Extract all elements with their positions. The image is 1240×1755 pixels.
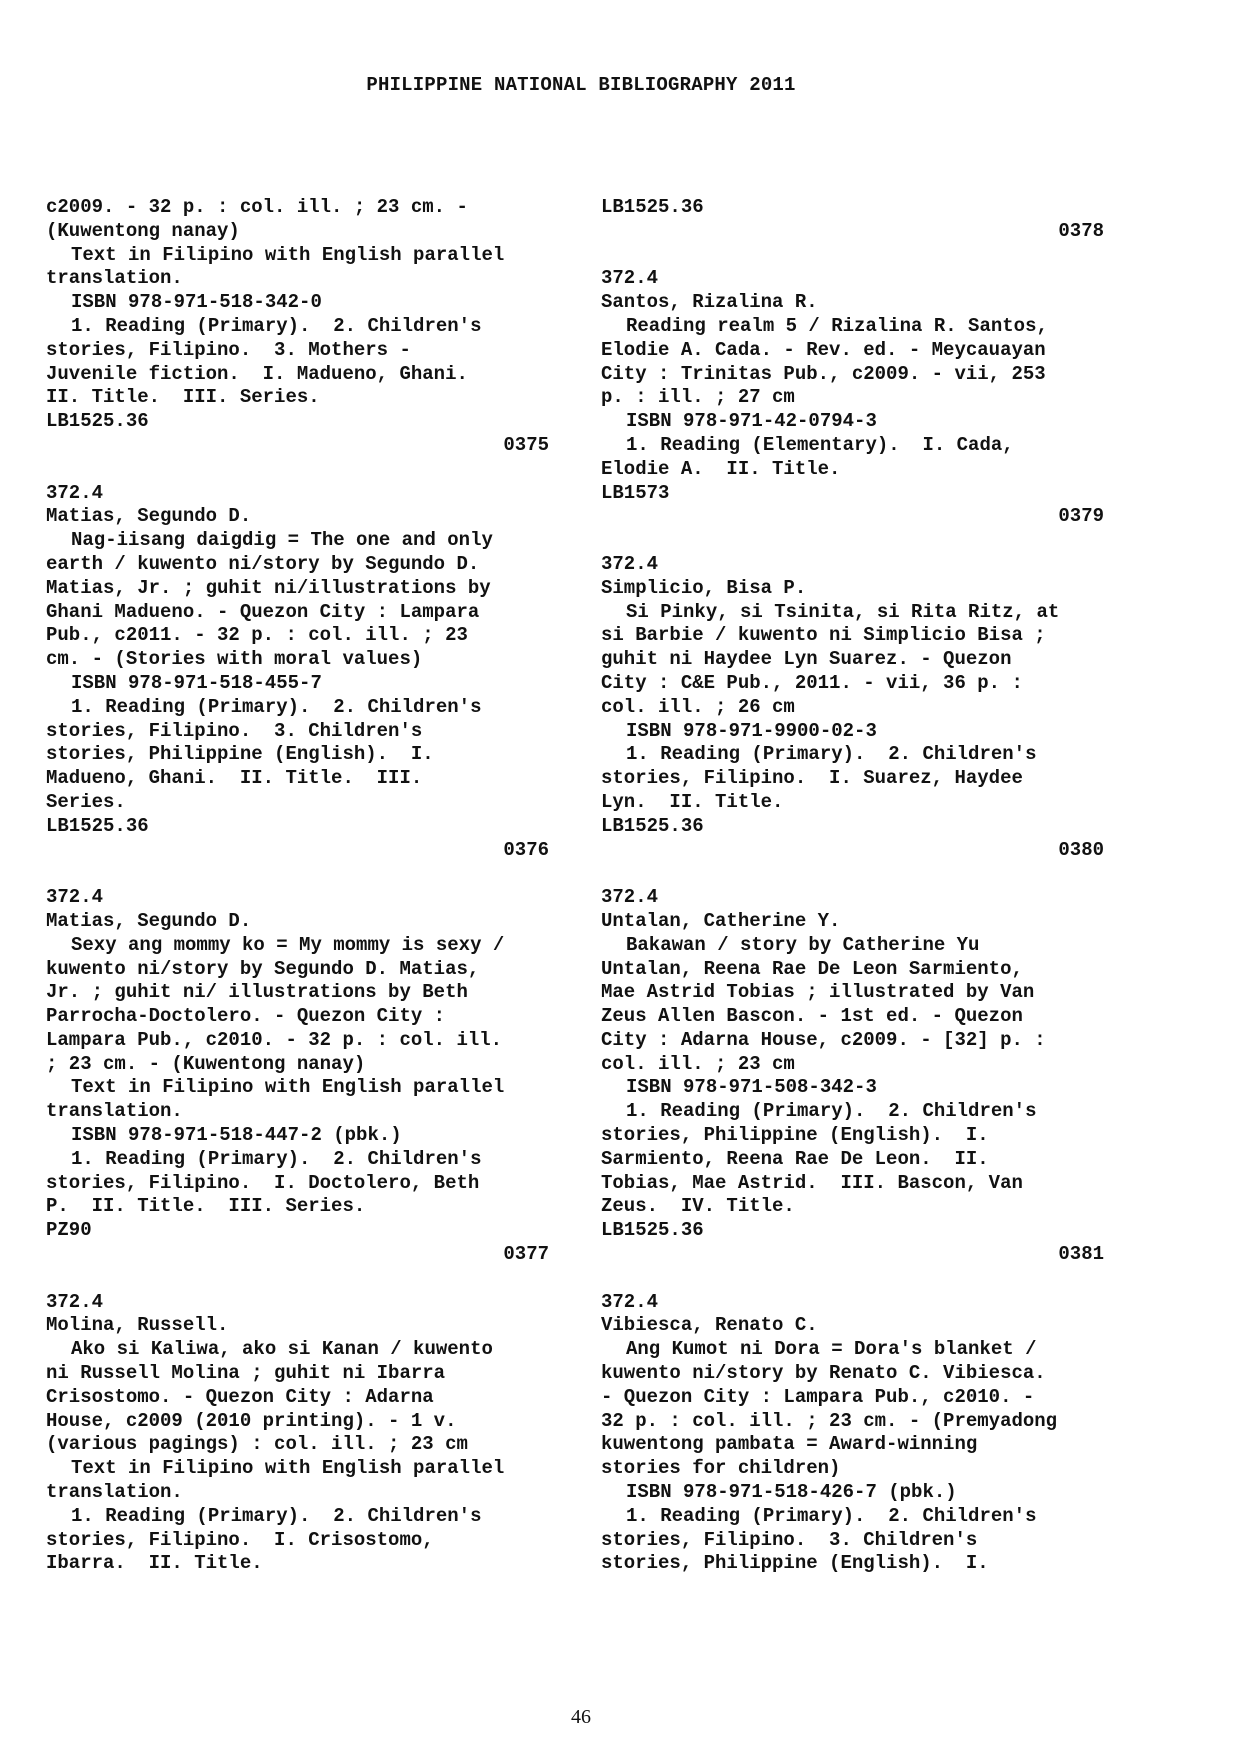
- entry-line: Ang Kumot ni Dora = Dora's blanket /: [626, 1338, 1037, 1361]
- entry-separator: [601, 529, 1104, 553]
- entry-line: Sexy ang mommy ko = My mommy is sexy /: [71, 933, 505, 956]
- entry-line: Santos, Rizalina R.: [601, 291, 818, 314]
- entry-line: LB1525.36: [601, 196, 704, 218]
- entry-line: Ibarra. II. Title.: [46, 1552, 263, 1575]
- entry-line: LB1525.36: [601, 814, 704, 837]
- entry-line: 1. Reading (Primary). 2. Children's: [626, 1100, 1037, 1123]
- entry-line: stories, Filipino. I. Suarez, Haydee: [601, 767, 1023, 790]
- entry-line: 1. Reading (Primary). 2. Children's: [71, 695, 482, 718]
- entry-line: stories, Philippine (English). I.: [601, 1552, 989, 1575]
- entry-line: ; 23 cm. - (Kuwentong nanay): [46, 1052, 366, 1075]
- entry-line: stories, Philippine (English). I.: [601, 1124, 989, 1147]
- entry-line: LB1525.36: [46, 410, 149, 433]
- entry-line: Pub., c2011. - 32 p. : col. ill. ; 23: [46, 624, 468, 647]
- entry-line: II. Title. III. Series.: [46, 386, 320, 409]
- entry-line: col. ill. ; 26 cm: [601, 695, 795, 718]
- entry-line: Sarmiento, Reena Rae De Leon. II.: [601, 1147, 989, 1170]
- entry-line: ISBN 978-971-42-0794-3: [626, 410, 877, 433]
- entry-line: Untalan, Reena Rae De Leon Sarmiento,: [601, 957, 1023, 980]
- entry-line: kuwento ni/story by Renato C. Vibiesca.: [601, 1362, 1046, 1385]
- entry-line: Simplicio, Bisa P.: [601, 576, 807, 599]
- entry-line: Molina, Russell.: [46, 1314, 229, 1337]
- entry-line: Zeus. IV. Title.: [601, 1195, 795, 1218]
- entry-line: Jr. ; guhit ni/ illustrations by Beth: [46, 981, 468, 1004]
- entry-line: Matias, Segundo D.: [46, 505, 252, 528]
- entry-line: Elodie A. Cada. - Rev. ed. - Meycauayan: [601, 338, 1046, 361]
- entry-number: 0375: [503, 433, 549, 456]
- entry-line: Text in Filipino with English parallel: [71, 1457, 505, 1480]
- bibliography-column-left: [46, 196, 549, 1576]
- page-title: PHILIPPINE NATIONAL BIBLIOGRAPHY 2011: [366, 74, 796, 96]
- entry-line: Elodie A. II. Title.: [601, 457, 841, 480]
- entry-line: Lampara Pub., c2010. - 32 p. : col. ill.: [46, 1028, 503, 1051]
- entry-line: (Kuwentong nanay): [46, 219, 240, 242]
- entry-line: stories, Filipino. 3. Mothers -: [46, 338, 411, 361]
- entry-line: Crisostomo. - Quezon City : Adarna: [46, 1385, 434, 1408]
- entry-line: 372.4: [46, 1290, 104, 1313]
- entry-line: translation.: [46, 1481, 183, 1504]
- entry-line: 32 p. : col. ill. ; 23 cm. - (Premyadong: [601, 1409, 1058, 1432]
- entry-line: translation.: [46, 1100, 183, 1123]
- entry-line: City : Trinitas Pub., c2009. - vii, 253: [601, 362, 1046, 385]
- entry-line: LB1573: [601, 481, 670, 504]
- entry-line: LB1525.36: [601, 1219, 704, 1242]
- entry-line: 372.4: [601, 886, 659, 909]
- entry-line: 1. Reading (Primary). 2. Children's: [71, 1504, 482, 1527]
- entry-number: 0378: [1058, 219, 1104, 242]
- entry-line: P. II. Title. III. Series.: [46, 1195, 366, 1218]
- entry-line: 372.4: [46, 481, 104, 504]
- entry-line: earth / kuwento ni/story by Segundo D.: [46, 552, 480, 575]
- entry-number: 0380: [1058, 838, 1104, 861]
- entry-line: Matias, Segundo D.: [46, 909, 252, 932]
- entry-separator: [46, 458, 549, 482]
- entry-line: stories, Filipino. 3. Children's: [601, 1528, 978, 1551]
- entry-line: kuwentong pambata = Award-winning: [601, 1433, 978, 1456]
- entry-separator: [601, 1267, 1104, 1291]
- entry-line: c2009. - 32 p. : col. ill. ; 23 cm. -: [46, 196, 468, 218]
- entry-separator: [46, 1267, 549, 1291]
- entry-line: Untalan, Catherine Y.: [601, 909, 841, 932]
- entry-line: Text in Filipino with English parallel: [71, 1076, 505, 1099]
- entry-line: guhit ni Haydee Lyn Suarez. - Quezon: [601, 648, 1012, 671]
- entry-line: City : C&E Pub., 2011. - vii, 36 p. :: [601, 671, 1023, 694]
- entry-line: Vibiesca, Renato C.: [601, 1314, 818, 1337]
- entry-line: Madueno, Ghani. II. Title. III.: [46, 767, 423, 790]
- entry-line: Si Pinky, si Tsinita, si Rita Ritz, at: [626, 600, 1060, 623]
- entry-line: Reading realm 5 / Rizalina R. Santos,: [626, 314, 1048, 337]
- entry-separator: [601, 244, 1104, 268]
- entry-line: 372.4: [601, 552, 659, 575]
- entry-separator: [46, 862, 549, 886]
- entry-number: 0377: [503, 1243, 549, 1266]
- entry-line: 372.4: [46, 886, 104, 909]
- entry-line: stories for children): [601, 1457, 841, 1480]
- entry-line: Parrocha-Doctolero. - Quezon City :: [46, 1005, 446, 1028]
- entry-line: ISBN 978-971-518-447-2 (pbk.): [71, 1124, 402, 1147]
- entry-line: kuwento ni/story by Segundo D. Matias,: [46, 957, 480, 980]
- entry-line: ni Russell Molina ; guhit ni Ibarra: [46, 1362, 446, 1385]
- entry-line: stories, Philippine (English). I.: [46, 743, 434, 766]
- bibliography-column-right: [601, 196, 1104, 1576]
- entry-line: col. ill. ; 23 cm: [601, 1052, 795, 1075]
- entry-line: Zeus Allen Bascon. - 1st ed. - Quezon: [601, 1005, 1023, 1028]
- entry-separator: [601, 862, 1104, 886]
- page-number: 46: [571, 1706, 591, 1728]
- entry-line: City : Adarna House, c2009. - [32] p. :: [601, 1028, 1046, 1051]
- entry-line: Lyn. II. Title.: [601, 790, 784, 813]
- entry-number: 0376: [503, 838, 549, 861]
- entry-line: Ghani Madueno. - Quezon City : Lampara: [46, 600, 480, 623]
- entry-line: Bakawan / story by Catherine Yu: [626, 933, 980, 956]
- entry-line: 1. Reading (Primary). 2. Children's: [626, 743, 1037, 766]
- entry-number: 0379: [1058, 505, 1104, 528]
- entry-line: 372.4: [601, 267, 659, 290]
- entry-line: 1. Reading (Primary). 2. Children's: [71, 1147, 482, 1170]
- entry-line: Series.: [46, 790, 126, 813]
- entry-line: stories, Filipino. 3. Children's: [46, 719, 423, 742]
- entry-line: Nag-iisang daigdig = The one and only: [71, 529, 493, 552]
- entry-line: (various pagings) : col. ill. ; 23 cm: [46, 1433, 468, 1456]
- entry-number: 0381: [1058, 1243, 1104, 1266]
- entry-line: si Barbie / kuwento ni Simplicio Bisa ;: [601, 624, 1046, 647]
- entry-line: 372.4: [601, 1290, 659, 1313]
- entry-line: House, c2009 (2010 printing). - 1 v.: [46, 1409, 457, 1432]
- entry-line: Text in Filipino with English parallel: [71, 243, 505, 266]
- entry-line: ISBN 978-971-518-342-0: [71, 291, 322, 314]
- entry-line: p. : ill. ; 27 cm: [601, 386, 795, 409]
- entry-line: ISBN 978-971-518-455-7: [71, 671, 322, 694]
- entry-line: stories, Filipino. I. Doctolero, Beth: [46, 1171, 480, 1194]
- entry-line: 1. Reading (Primary). 2. Children's: [71, 314, 482, 337]
- entry-line: ISBN 978-971-9900-02-3: [626, 719, 877, 742]
- entry-line: Mae Astrid Tobias ; illustrated by Van: [601, 981, 1035, 1004]
- entry-line: LB1525.36: [46, 814, 149, 837]
- entry-line: 1. Reading (Primary). 2. Children's: [626, 1504, 1037, 1527]
- entry-line: Tobias, Mae Astrid. III. Bascon, Van: [601, 1171, 1023, 1194]
- entry-line: Juvenile fiction. I. Madueno, Ghani.: [46, 362, 468, 385]
- entry-line: cm. - (Stories with moral values): [46, 648, 423, 671]
- entry-line: Ako si Kaliwa, ako si Kanan / kuwento: [71, 1338, 493, 1361]
- entry-line: - Quezon City : Lampara Pub., c2010. -: [601, 1385, 1035, 1408]
- entry-line: PZ90: [46, 1219, 92, 1242]
- entry-line: translation.: [46, 267, 183, 290]
- entry-line: 1. Reading (Elementary). I. Cada,: [626, 433, 1014, 456]
- entry-line: stories, Filipino. I. Crisostomo,: [46, 1528, 434, 1551]
- entry-line: Matias, Jr. ; guhit ni/illustrations by: [46, 576, 491, 599]
- entry-line: ISBN 978-971-508-342-3: [626, 1076, 877, 1099]
- entry-line: ISBN 978-971-518-426-7 (pbk.): [626, 1481, 957, 1504]
